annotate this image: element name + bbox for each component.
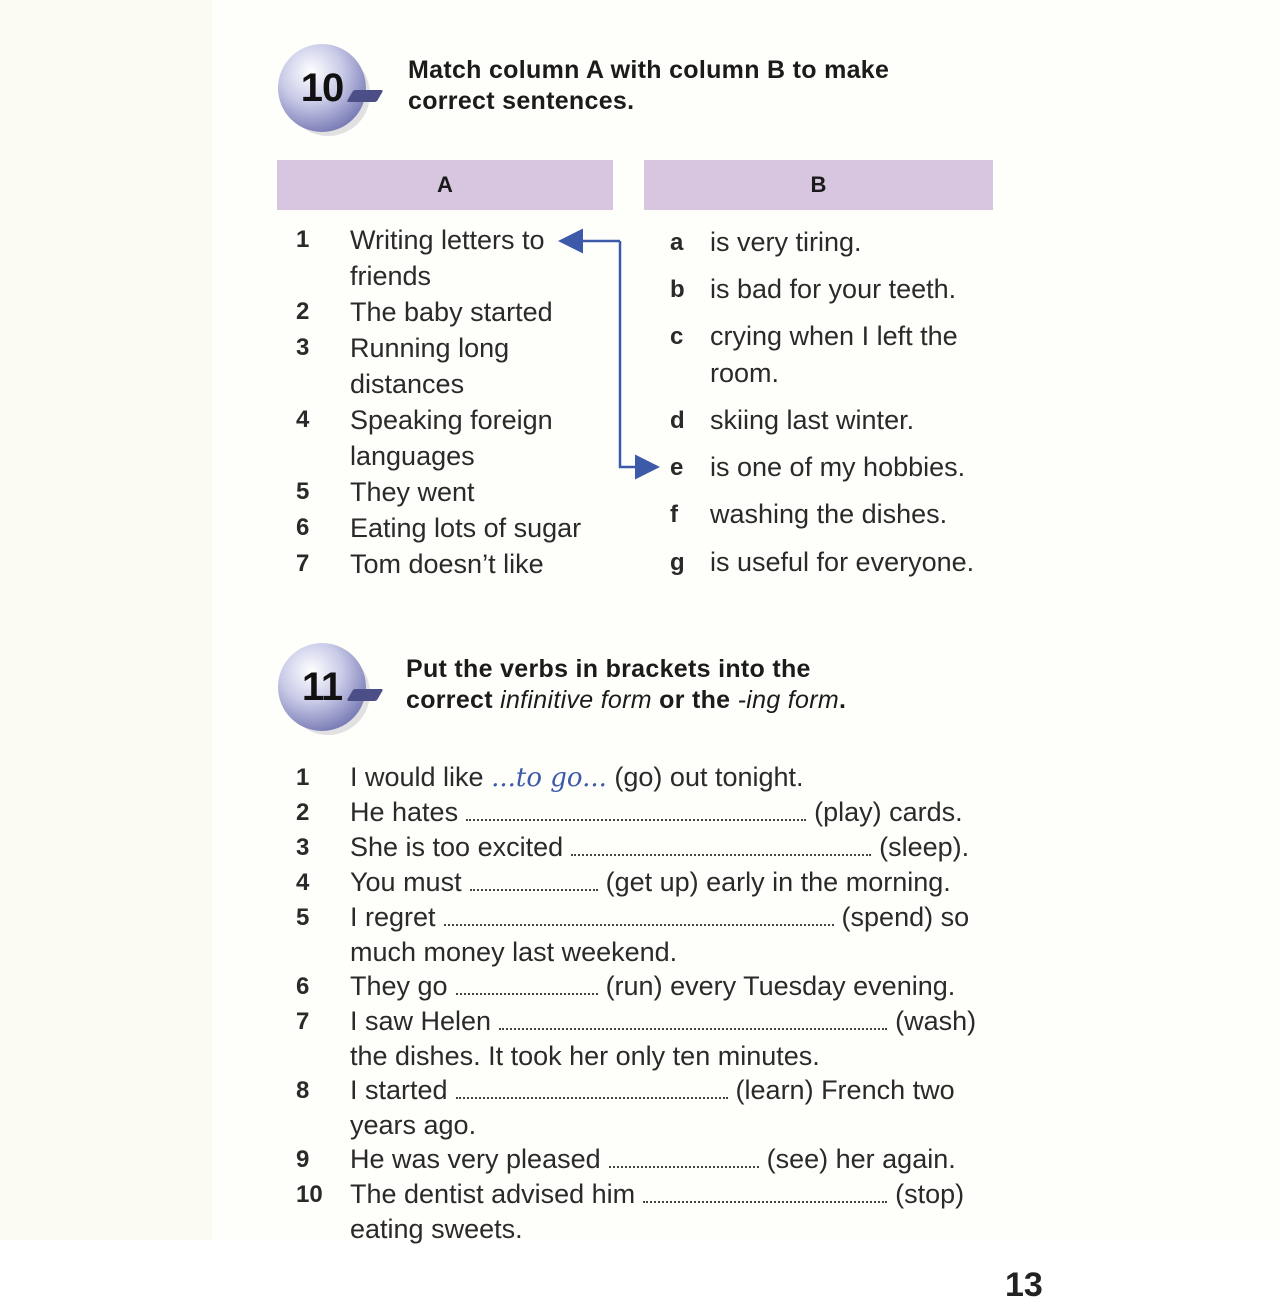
item-verb: (learn) French two <box>735 1075 955 1105</box>
item-line <box>350 969 955 1004</box>
item-number: 4 <box>296 406 310 433</box>
item-line <box>350 760 804 796</box>
item-line <box>350 900 969 935</box>
item-number: 6 <box>296 514 310 541</box>
answer-blank[interactable] <box>499 1006 887 1030</box>
item-number: 2 <box>296 298 310 325</box>
item-verb: (play) cards. <box>814 797 963 827</box>
item-text: The dentist advised him <box>350 1179 636 1209</box>
item-letter: b <box>670 276 685 303</box>
item-number: 10 <box>296 1181 323 1208</box>
item-text: crying when I left the <box>710 321 958 351</box>
item-number: 6 <box>296 973 310 1000</box>
exercise-11-list <box>296 760 986 1244</box>
item-number: 5 <box>296 904 310 931</box>
item-text: She is too excited <box>350 832 564 862</box>
item-line <box>350 795 963 830</box>
item-number: 8 <box>296 1077 310 1104</box>
item-number: 2 <box>296 799 310 826</box>
item-text-continued: the dishes. It took her only ten minutes. <box>350 1041 820 1071</box>
item-number: 3 <box>296 334 310 361</box>
column-b-list <box>670 224 990 594</box>
item-text: I started <box>350 1075 448 1105</box>
item-verb: (spend) so <box>841 902 970 932</box>
item-verb: (wash) <box>895 1006 977 1036</box>
page-margin <box>0 0 212 1280</box>
item-number: 1 <box>296 226 310 253</box>
exercise-10-instruction <box>408 55 889 117</box>
item-number: 9 <box>296 1146 310 1173</box>
item-text: is very tiring. <box>710 227 862 257</box>
item-number: 7 <box>296 1008 310 1035</box>
item-text: Running long <box>350 333 510 363</box>
item-verb: (run) every Tuesday evening. <box>605 971 956 1001</box>
item-verb: (get up) early in the morning. <box>605 867 951 897</box>
example-answer: ...to go... <box>491 763 607 793</box>
item-text: is one of my hobbies. <box>710 452 966 482</box>
item-letter: f <box>670 501 678 528</box>
item-text: skiing last winter. <box>710 405 915 435</box>
exercise-10-badge <box>278 44 366 132</box>
instruction-line: correct infinitive form or the -ing form. <box>406 686 847 714</box>
item-text: The baby started <box>350 297 553 327</box>
exercise-11-instruction <box>406 654 846 716</box>
item-text: Speaking foreign <box>350 405 553 435</box>
answer-blank[interactable] <box>444 902 834 926</box>
item-text: Eating lots of sugar <box>350 513 582 543</box>
answer-blank[interactable] <box>609 1144 759 1168</box>
item-number: 7 <box>296 550 310 577</box>
exercise-11-badge <box>278 643 366 731</box>
exercise-number: 11 <box>301 665 343 709</box>
item-text-continued: languages <box>350 441 475 471</box>
answer-blank[interactable] <box>643 1179 887 1203</box>
item-letter: e <box>670 454 684 481</box>
item-text: is bad for your teeth. <box>710 274 957 304</box>
item-verb: (sleep). <box>879 832 970 862</box>
item-text: I regret <box>350 902 436 932</box>
item-verb: (stop) <box>895 1179 965 1209</box>
item-text: He was very pleased <box>350 1144 601 1174</box>
item-number: 3 <box>296 834 310 861</box>
item-text-continued: friends <box>350 261 432 291</box>
item-text: He hates <box>350 797 459 827</box>
item-text: I would like <box>350 762 484 792</box>
item-verb: (see) her again. <box>766 1144 956 1174</box>
item-line <box>350 1073 955 1108</box>
item-line <box>350 1004 976 1039</box>
column-a-list <box>296 222 616 592</box>
item-letter: a <box>670 229 684 256</box>
answer-blank[interactable] <box>466 797 806 821</box>
item-line <box>350 1142 956 1177</box>
exercise-number: 10 <box>300 66 344 110</box>
item-text: They go <box>350 971 448 1001</box>
item-text: I saw Helen <box>350 1006 492 1036</box>
item-text: Writing letters to <box>350 225 545 255</box>
answer-blank[interactable] <box>456 1075 728 1099</box>
item-text-continued: room. <box>710 358 780 388</box>
instruction-line: Match column A with column B to make <box>408 56 890 84</box>
item-text: You must <box>350 867 462 897</box>
item-number: 1 <box>296 764 310 791</box>
answer-blank[interactable] <box>470 867 598 891</box>
item-line <box>350 865 951 900</box>
page-number: 13 <box>1005 1266 1043 1304</box>
answer-blank[interactable] <box>571 832 871 856</box>
item-number: 4 <box>296 869 310 896</box>
column-a-header: A <box>277 160 613 210</box>
item-line <box>350 1177 964 1212</box>
item-text: They went <box>350 477 475 507</box>
item-line <box>350 830 969 865</box>
item-number: 5 <box>296 478 310 505</box>
item-text-continued: eating sweets. <box>350 1214 523 1244</box>
item-letter: d <box>670 407 685 434</box>
item-text-continued: distances <box>350 369 465 399</box>
item-text: Tom doesn’t like <box>350 549 544 579</box>
item-verb: (go) out tonight. <box>614 762 804 792</box>
item-text: is useful for everyone. <box>710 547 975 577</box>
item-text: washing the dishes. <box>710 499 948 529</box>
instruction-line: Put the verbs in brackets into the <box>406 655 811 683</box>
answer-blank[interactable] <box>456 971 598 995</box>
item-letter: c <box>670 323 684 350</box>
instruction-line: correct sentences. <box>408 87 635 115</box>
item-letter: g <box>670 549 685 576</box>
item-text-continued: years ago. <box>350 1110 477 1140</box>
column-b-header: B <box>644 160 993 210</box>
item-text-continued: much money last weekend. <box>350 937 678 967</box>
